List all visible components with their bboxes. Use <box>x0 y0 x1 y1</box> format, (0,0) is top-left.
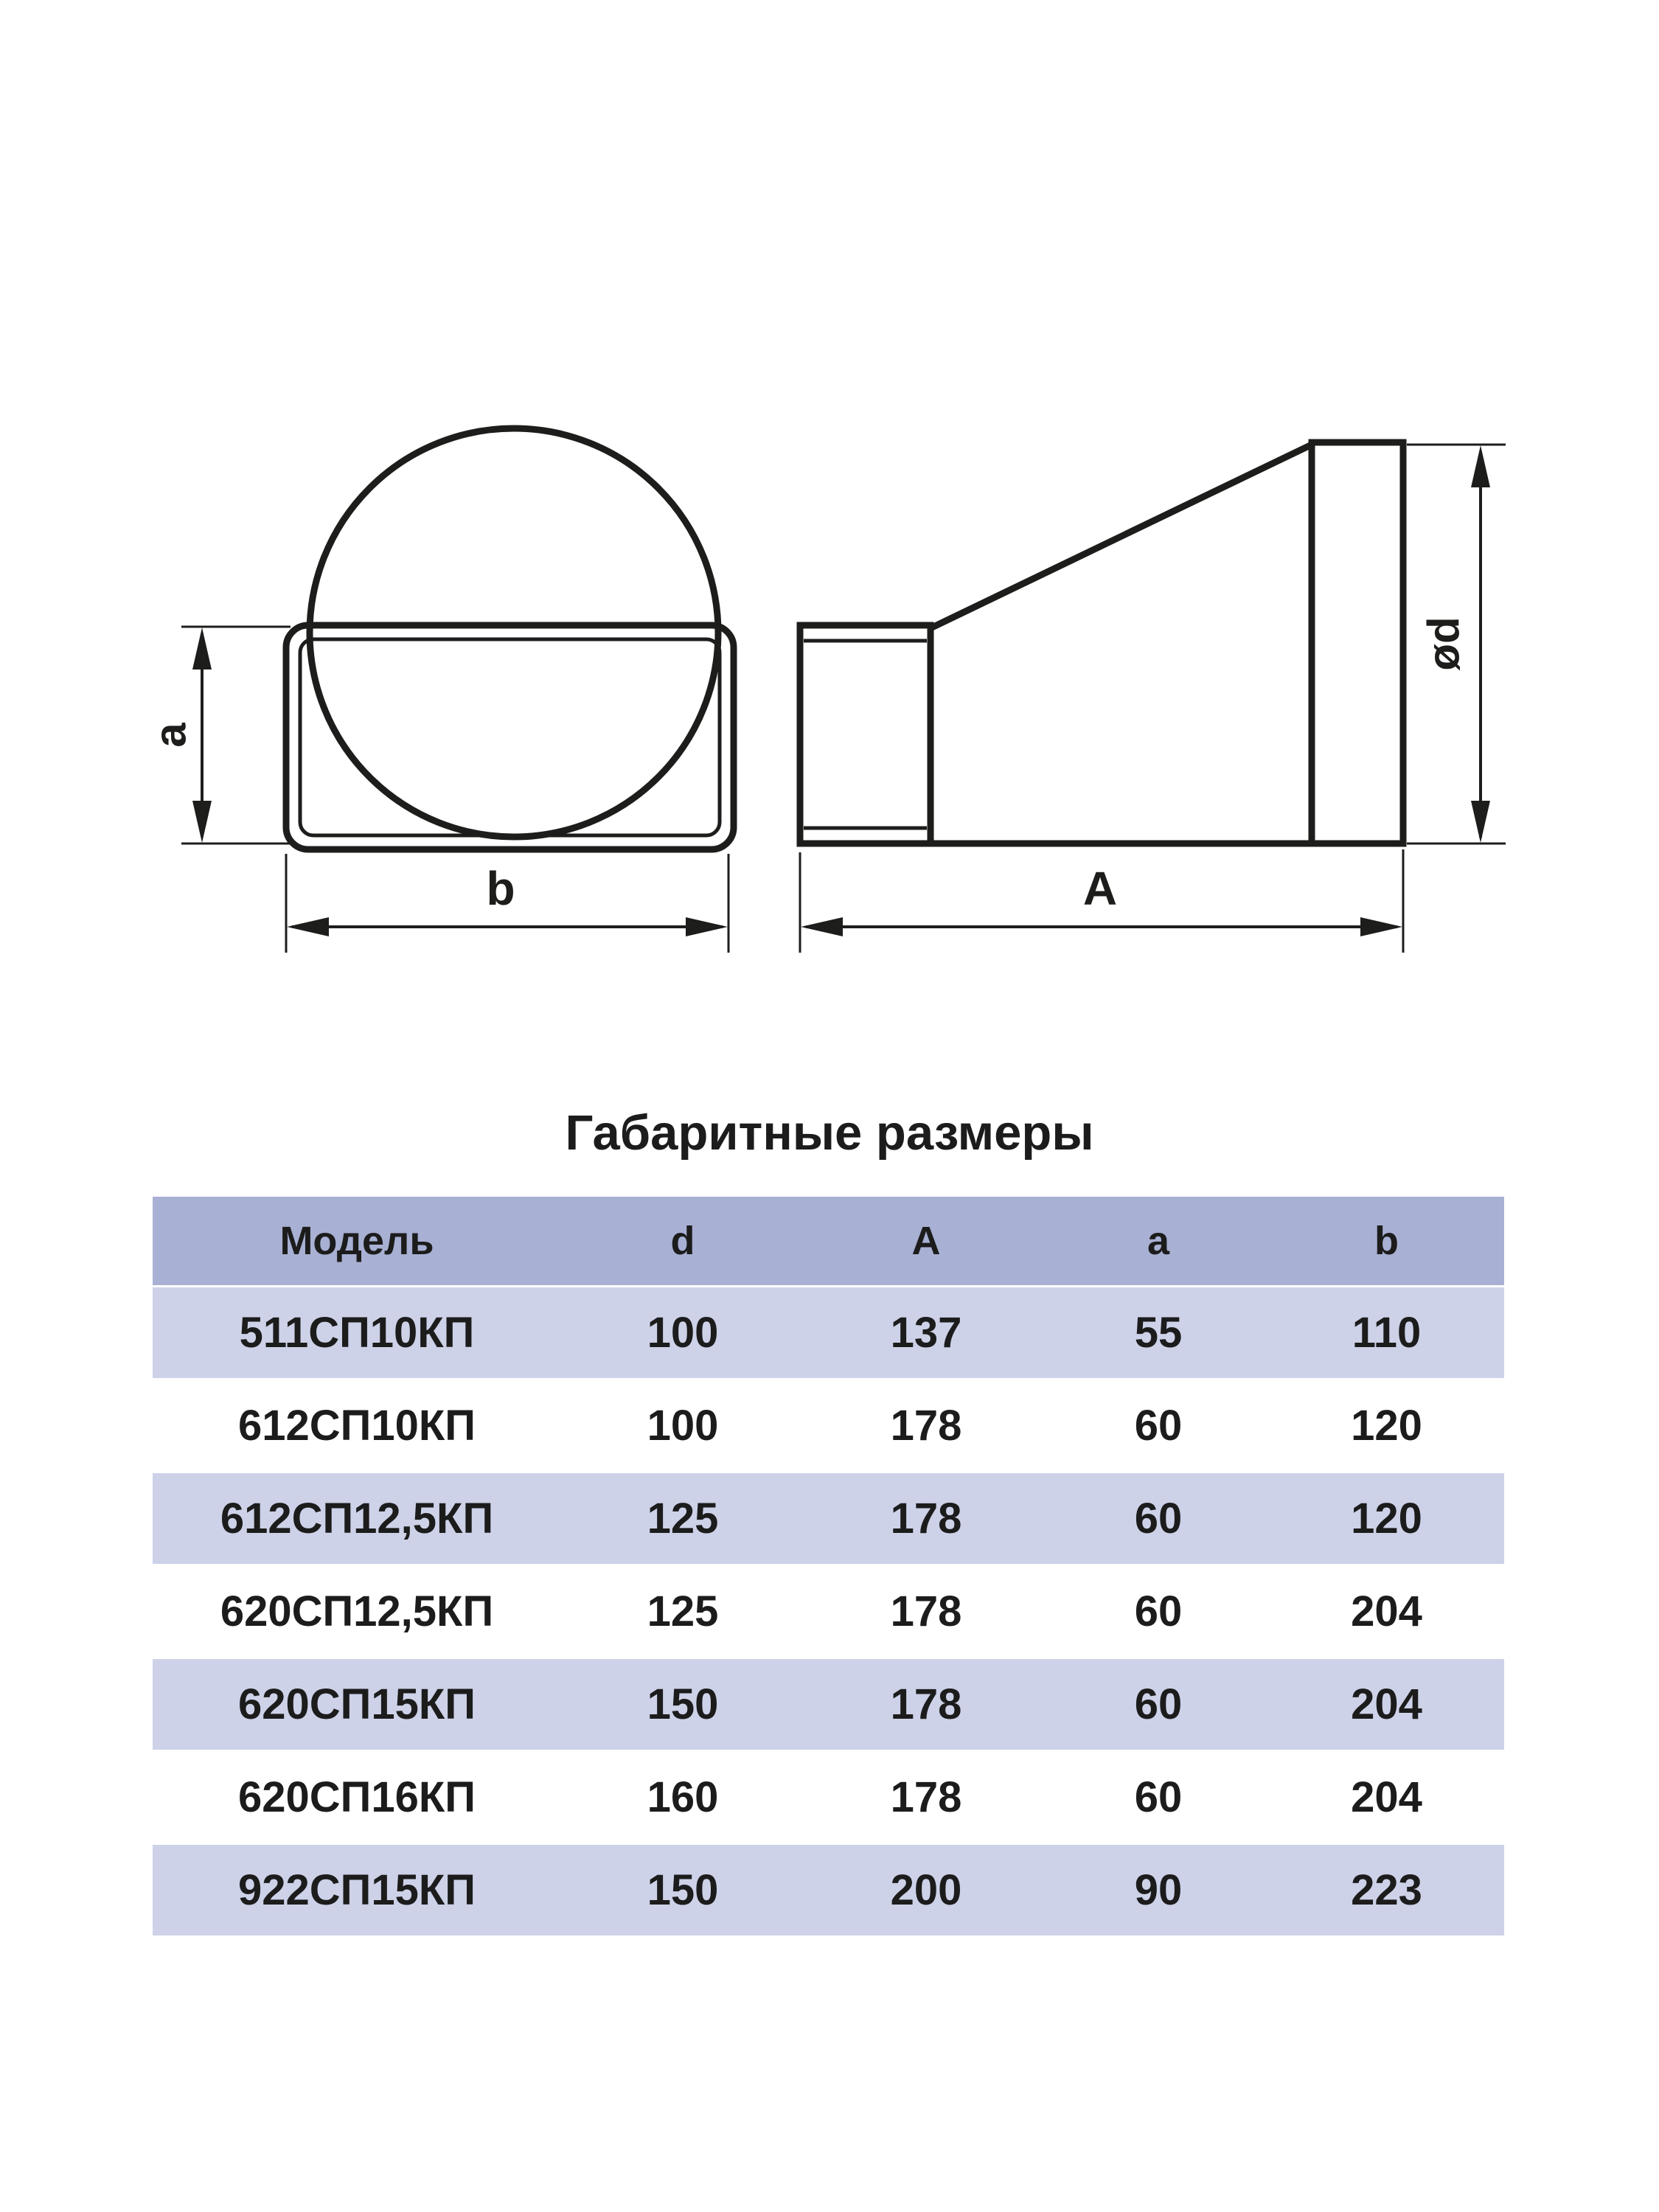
section-title: Габаритные размеры <box>565 1105 1094 1161</box>
cell-b: 110 <box>1269 1287 1504 1378</box>
flat-end-rect <box>800 625 931 844</box>
table-row <box>153 1845 1504 1935</box>
cell-A: 178 <box>804 1380 1048 1471</box>
header-cell-model: Модель <box>153 1197 561 1285</box>
cell-model: 620СП12,5КП <box>153 1566 561 1657</box>
cell-model: 620СП15КП <box>153 1659 561 1750</box>
cell-d: 100 <box>561 1287 804 1378</box>
dimension-A <box>800 849 1403 953</box>
cell-d: 125 <box>561 1473 804 1564</box>
flat-duct-outer-rect <box>286 625 734 849</box>
cell-b: 204 <box>1269 1566 1504 1657</box>
technical-drawing <box>0 0 1659 1069</box>
header-cell-d: d <box>561 1197 804 1285</box>
table-header-row <box>153 1197 1504 1285</box>
transition-slope-line <box>931 444 1313 628</box>
cell-model: 922СП15КП <box>153 1845 561 1935</box>
cell-model: 612СП10КП <box>153 1380 561 1471</box>
dimension-b <box>286 854 728 953</box>
cell-d: 100 <box>561 1380 804 1471</box>
cell-a: 60 <box>1048 1566 1269 1657</box>
cell-d: 160 <box>561 1752 804 1843</box>
arrowhead-down-icon <box>192 801 212 843</box>
header-cell-b: b <box>1269 1197 1504 1285</box>
arrowhead-down-icon <box>1471 801 1490 843</box>
table-row <box>153 1659 1504 1750</box>
cell-model: 620СП16КП <box>153 1752 561 1843</box>
cell-b: 223 <box>1269 1845 1504 1935</box>
cell-a: 60 <box>1048 1659 1269 1750</box>
dimension-a <box>146 627 291 844</box>
dim-label-A: A <box>1082 862 1118 915</box>
dim-label-b: b <box>486 862 515 915</box>
arrowhead-up-icon <box>1471 445 1490 487</box>
front-view <box>146 428 734 953</box>
arrowhead-right-icon <box>686 917 728 936</box>
dimensions-table <box>153 1194 1504 1938</box>
table-row <box>153 1752 1504 1843</box>
cell-b: 120 <box>1269 1380 1504 1471</box>
dim-label-a: a <box>145 723 195 748</box>
arrowhead-left-icon <box>801 917 843 936</box>
table-row <box>153 1380 1504 1471</box>
cell-a: 60 <box>1048 1752 1269 1843</box>
arrowhead-up-icon <box>192 627 212 669</box>
round-end-rect <box>1312 442 1403 844</box>
cell-d: 150 <box>561 1845 804 1935</box>
table-row <box>153 1566 1504 1657</box>
cell-model: 511СП10КП <box>153 1287 561 1378</box>
side-view <box>800 442 1506 953</box>
cell-d: 150 <box>561 1659 804 1750</box>
dimension-diameter <box>1407 445 1506 844</box>
table-row <box>153 1287 1504 1378</box>
cell-A: 178 <box>804 1473 1048 1564</box>
arrowhead-right-icon <box>1360 917 1402 936</box>
cell-A: 178 <box>804 1659 1048 1750</box>
cell-d: 125 <box>561 1566 804 1657</box>
cell-b: 204 <box>1269 1659 1504 1750</box>
cell-A: 178 <box>804 1566 1048 1657</box>
table-row <box>153 1473 1504 1564</box>
cell-b: 204 <box>1269 1752 1504 1843</box>
header-cell-a: a <box>1048 1197 1269 1285</box>
cell-A: 178 <box>804 1752 1048 1843</box>
cell-model: 612СП12,5КП <box>153 1473 561 1564</box>
round-duct-circle <box>310 428 718 837</box>
cell-a: 60 <box>1048 1380 1269 1471</box>
dim-label-diameter: ød <box>1419 616 1469 671</box>
cell-a: 90 <box>1048 1845 1269 1935</box>
arrowhead-left-icon <box>287 917 329 936</box>
cell-A: 200 <box>804 1845 1048 1935</box>
cell-b: 120 <box>1269 1473 1504 1564</box>
flat-duct-inner-rect <box>300 639 720 835</box>
header-cell-A: A <box>804 1197 1048 1285</box>
cell-A: 137 <box>804 1287 1048 1378</box>
cell-a: 60 <box>1048 1473 1269 1564</box>
cell-a: 55 <box>1048 1287 1269 1378</box>
